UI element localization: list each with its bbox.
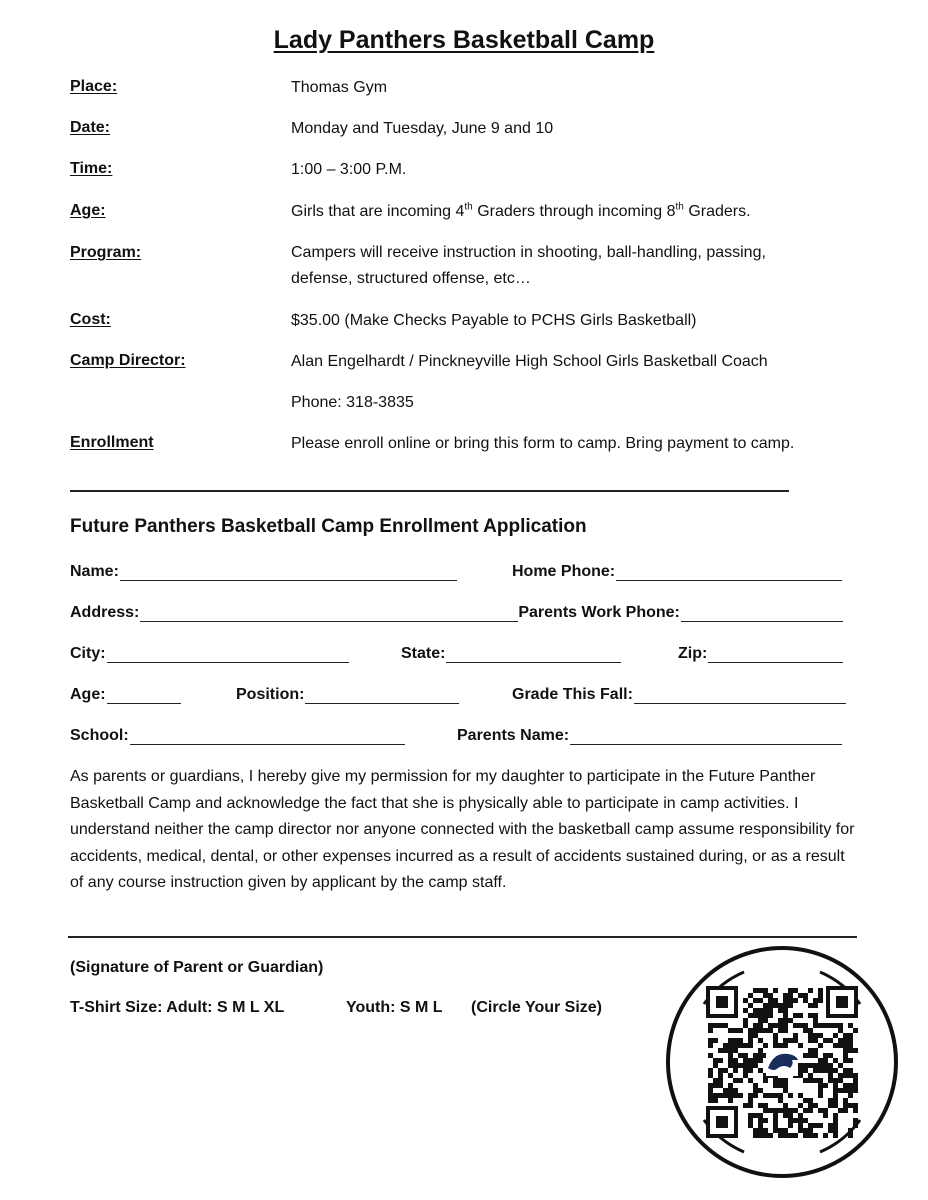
- city-field[interactable]: City:: [70, 645, 349, 663]
- tshirt-adult-sizes: T-Shirt Size: Adult: S M L XL: [70, 999, 285, 1016]
- name-line[interactable]: [120, 566, 457, 581]
- school-line[interactable]: [130, 730, 405, 745]
- tshirt-youth-sizes: Youth: S M L: [346, 999, 443, 1016]
- tshirt-note: (Circle Your Size): [471, 999, 602, 1016]
- director-label: Camp Director:: [70, 352, 186, 369]
- enrollment-label: Enrollment: [70, 434, 154, 451]
- time-value: 1:00 – 3:00 P.M.: [291, 161, 407, 178]
- age-label: Age:: [70, 202, 106, 219]
- program-line-2: defense, structured offense, etc…: [291, 270, 531, 287]
- position-field[interactable]: Position:: [236, 686, 459, 704]
- permission-statement: As parents or guardians, I hereby give my permission for my daughter to participate in the Future Panther Basketball Camp and acknowledge the fact that she is physically able to participate in camp activities. I understand neither the camp director nor anyone connected with the basketball camp assume responsibility for accidents, medical, dental, or other expenses incurred as a result of accidents sustained during, or as a result of any course instruction given by applicant by the camp staff.: [70, 768, 855, 891]
- program-label: Program:: [70, 244, 142, 261]
- program-line-1: Campers will receive instruction in shooting, ball-handling, passing,: [291, 244, 766, 261]
- name-field[interactable]: Name:: [70, 563, 457, 581]
- place-value: Thomas Gym: [291, 79, 388, 96]
- city-line[interactable]: [107, 648, 349, 663]
- grade-line[interactable]: [634, 689, 846, 704]
- panther-logo-icon: [766, 1048, 798, 1076]
- address-line[interactable]: [140, 607, 518, 622]
- section-divider: [70, 490, 789, 492]
- qr-badge-graphic: [664, 944, 900, 1180]
- parents-name-line[interactable]: [570, 730, 842, 745]
- parents-name-field[interactable]: Parents Name:: [457, 727, 842, 745]
- qr-finder-tl: [708, 988, 736, 1016]
- parents-work-phone-label: Parents Work Phone:: [518, 604, 680, 621]
- state-line[interactable]: [446, 648, 621, 663]
- date-label: Date:: [70, 119, 111, 136]
- application-heading: Future Panthers Basketball Camp Enrollment Application: [70, 516, 587, 537]
- position-line[interactable]: [305, 689, 459, 704]
- address-field[interactable]: Address: Parents Work Phone:: [70, 604, 843, 622]
- signature-label: (Signature of Parent or Guardian): [70, 959, 324, 976]
- enrollment-value: Please enroll online or bring this form to camp. Bring payment to camp.: [291, 435, 795, 452]
- place-label: Place:: [70, 78, 118, 95]
- signature-line[interactable]: [68, 936, 857, 938]
- date-value: Monday and Tuesday, June 9 and 10: [291, 120, 554, 137]
- director-phone: Phone: 318-3835: [291, 394, 414, 411]
- director-value: Alan Engelhardt / Pinckneyville High School Girls Basketball Coach: [291, 353, 768, 370]
- qr-finder-bl: [708, 1108, 736, 1136]
- home-phone-field[interactable]: Home Phone:: [512, 563, 842, 581]
- parents-work-phone-line[interactable]: [681, 607, 843, 622]
- cost-value: $35.00 (Make Checks Payable to PCHS Girls Basketball): [291, 312, 697, 329]
- grade-field[interactable]: Grade This Fall:: [512, 686, 846, 704]
- qr-finder-tr: [828, 988, 856, 1016]
- age-value: Girls that are incoming 4th Graders through incoming 8th Graders.: [291, 201, 751, 220]
- school-field[interactable]: School:: [70, 727, 405, 745]
- qr-code-icon[interactable]: [664, 944, 900, 1180]
- home-phone-line[interactable]: [616, 566, 842, 581]
- age-line[interactable]: [107, 689, 181, 704]
- state-field[interactable]: State:: [401, 645, 621, 663]
- cost-label: Cost:: [70, 311, 111, 328]
- zip-line[interactable]: [708, 648, 843, 663]
- age-field[interactable]: Age:: [70, 686, 181, 704]
- time-label: Time:: [70, 160, 113, 177]
- zip-field[interactable]: Zip:: [678, 645, 843, 663]
- page-title: Lady Panthers Basketball Camp: [273, 26, 655, 54]
